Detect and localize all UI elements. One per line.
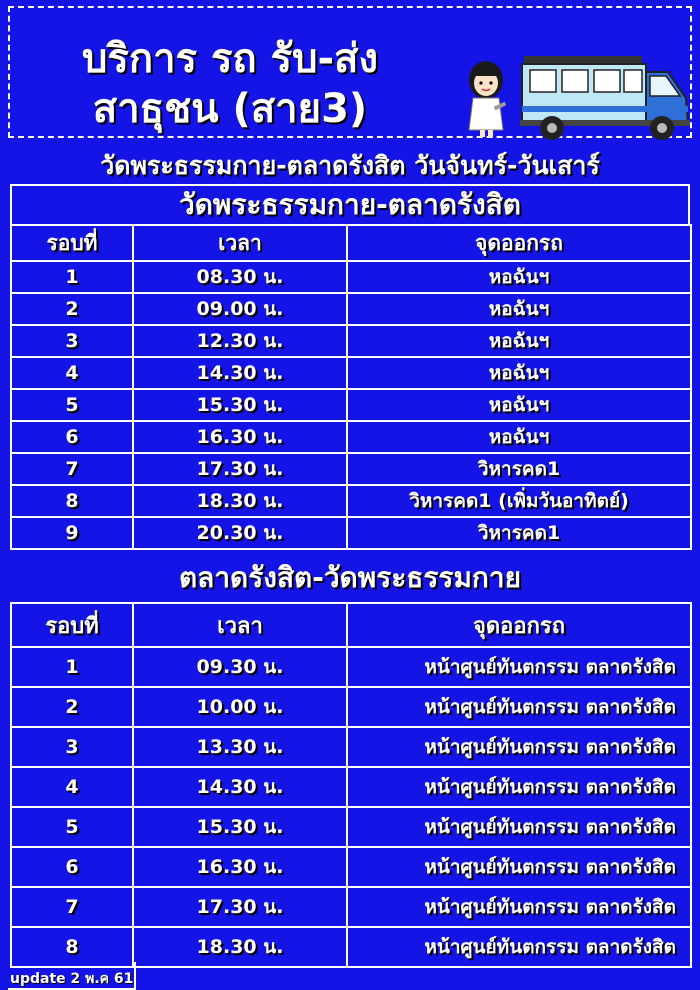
table-row (11, 767, 691, 807)
header-start-point: จุดออกรถ (347, 603, 691, 647)
schedule-table-return (10, 602, 692, 968)
cell-start-point: วิหารคด1 (347, 517, 691, 549)
header-banner (8, 6, 692, 138)
table1-title: วัดพระธรรมกาย-ตลาดรังสิต (10, 184, 690, 224)
table-row (11, 687, 691, 727)
cell-start-point: วิหารคด1 (เพิ่มวันอาทิตย์) (347, 485, 691, 517)
cell-time: 12.30 น. (133, 325, 347, 357)
table-row (11, 807, 691, 847)
table-row (11, 887, 691, 927)
cell-round: 6 (11, 421, 133, 453)
table-row (11, 847, 691, 887)
header-start-point: จุดออกรถ (347, 225, 691, 261)
cell-time: 08.30 น. (133, 261, 347, 293)
table-row (11, 421, 691, 453)
cell-start-point: วิหารคด1 (347, 453, 691, 485)
cell-round: 4 (11, 357, 133, 389)
cell-time: 14.30 น. (133, 767, 347, 807)
cell-time: 17.30 น. (133, 453, 347, 485)
table-header-row (11, 225, 691, 261)
cell-round: 7 (11, 887, 133, 927)
cell-round: 4 (11, 767, 133, 807)
cell-time: 15.30 น. (133, 807, 347, 847)
header-round: รอบที่ (11, 225, 133, 261)
table-row (11, 647, 691, 687)
cell-start-point: หน้าศูนย์ทันตกรรม ตลาดรังสิต (347, 687, 691, 727)
cell-time: 09.00 น. (133, 293, 347, 325)
page-title-line2: สาธุชน (สาย3) (92, 86, 368, 132)
cell-start-point: หน้าศูนย์ทันตกรรม ตลาดรังสิต (347, 647, 691, 687)
cell-time: 17.30 น. (133, 887, 347, 927)
update-note: update 2 พ.ค 61 (10, 971, 134, 987)
cell-start-point: หอฉันฯ (347, 325, 691, 357)
cell-round: 5 (11, 807, 133, 847)
cell-round: 8 (11, 485, 133, 517)
table-row (11, 485, 691, 517)
update-divider (134, 962, 136, 990)
cell-time: 20.30 น. (133, 517, 347, 549)
cell-time: 10.00 น. (133, 687, 347, 727)
cell-round: 5 (11, 389, 133, 421)
table-row (11, 357, 691, 389)
cell-start-point: หน้าศูนย์ทันตกรรม ตลาดรังสิต (347, 927, 691, 967)
cell-round: 6 (11, 847, 133, 887)
cell-start-point: หน้าศูนย์ทันตกรรม ตลาดรังสิต (347, 887, 691, 927)
cell-start-point: หอฉันฯ (347, 357, 691, 389)
table-row (11, 727, 691, 767)
cell-start-point: หอฉันฯ (347, 261, 691, 293)
cell-time: 16.30 น. (133, 421, 347, 453)
cell-time: 15.30 น. (133, 389, 347, 421)
cell-start-point: หน้าศูนย์ทันตกรรม ตลาดรังสิต (347, 847, 691, 887)
cell-start-point: หอฉันฯ (347, 293, 691, 325)
cell-time: 18.30 น. (133, 485, 347, 517)
cell-time: 18.30 น. (133, 927, 347, 967)
table-row (11, 453, 691, 485)
table-row (11, 293, 691, 325)
table-row (11, 325, 691, 357)
schedule-table-outbound (10, 224, 692, 550)
cell-start-point: หน้าศูนย์ทันตกรรม ตลาดรังสิต (347, 807, 691, 847)
cell-time: 16.30 น. (133, 847, 347, 887)
table-row (11, 517, 691, 549)
cell-round: 2 (11, 687, 133, 727)
table-header-row (11, 603, 691, 647)
cell-round: 8 (11, 927, 133, 967)
cell-start-point: หน้าศูนย์ทันตกรรม ตลาดรังสิต (347, 727, 691, 767)
cell-start-point: หอฉันฯ (347, 421, 691, 453)
cell-round: 9 (11, 517, 133, 549)
route-subtitle: วัดพระธรรมกาย-ตลาดรังสิต วันจันทร์-วันเสาร์ (100, 151, 600, 180)
header-round: รอบที่ (11, 603, 133, 647)
cell-start-point: หน้าศูนย์ทันตกรรม ตลาดรังสิต (347, 767, 691, 807)
cell-round: 3 (11, 727, 133, 767)
girl-cartoon-icon (456, 58, 516, 138)
cell-round: 7 (11, 453, 133, 485)
cell-time: 09.30 น. (133, 647, 347, 687)
table-row (11, 927, 691, 967)
cell-start-point: หอฉันฯ (347, 389, 691, 421)
page-title-line1: บริการ รถ รับ-ส่ง (81, 36, 378, 82)
passenger-van-icon (516, 50, 694, 142)
header-time: เวลา (133, 225, 347, 261)
cell-time: 14.30 น. (133, 357, 347, 389)
cell-time: 13.30 น. (133, 727, 347, 767)
cell-round: 1 (11, 261, 133, 293)
cell-round: 2 (11, 293, 133, 325)
cell-round: 1 (11, 647, 133, 687)
table-row (11, 261, 691, 293)
table-row (11, 389, 691, 421)
cell-round: 3 (11, 325, 133, 357)
header-time: เวลา (133, 603, 347, 647)
table2-title: ตลาดรังสิต-วัดพระธรรมกาย (178, 561, 521, 594)
